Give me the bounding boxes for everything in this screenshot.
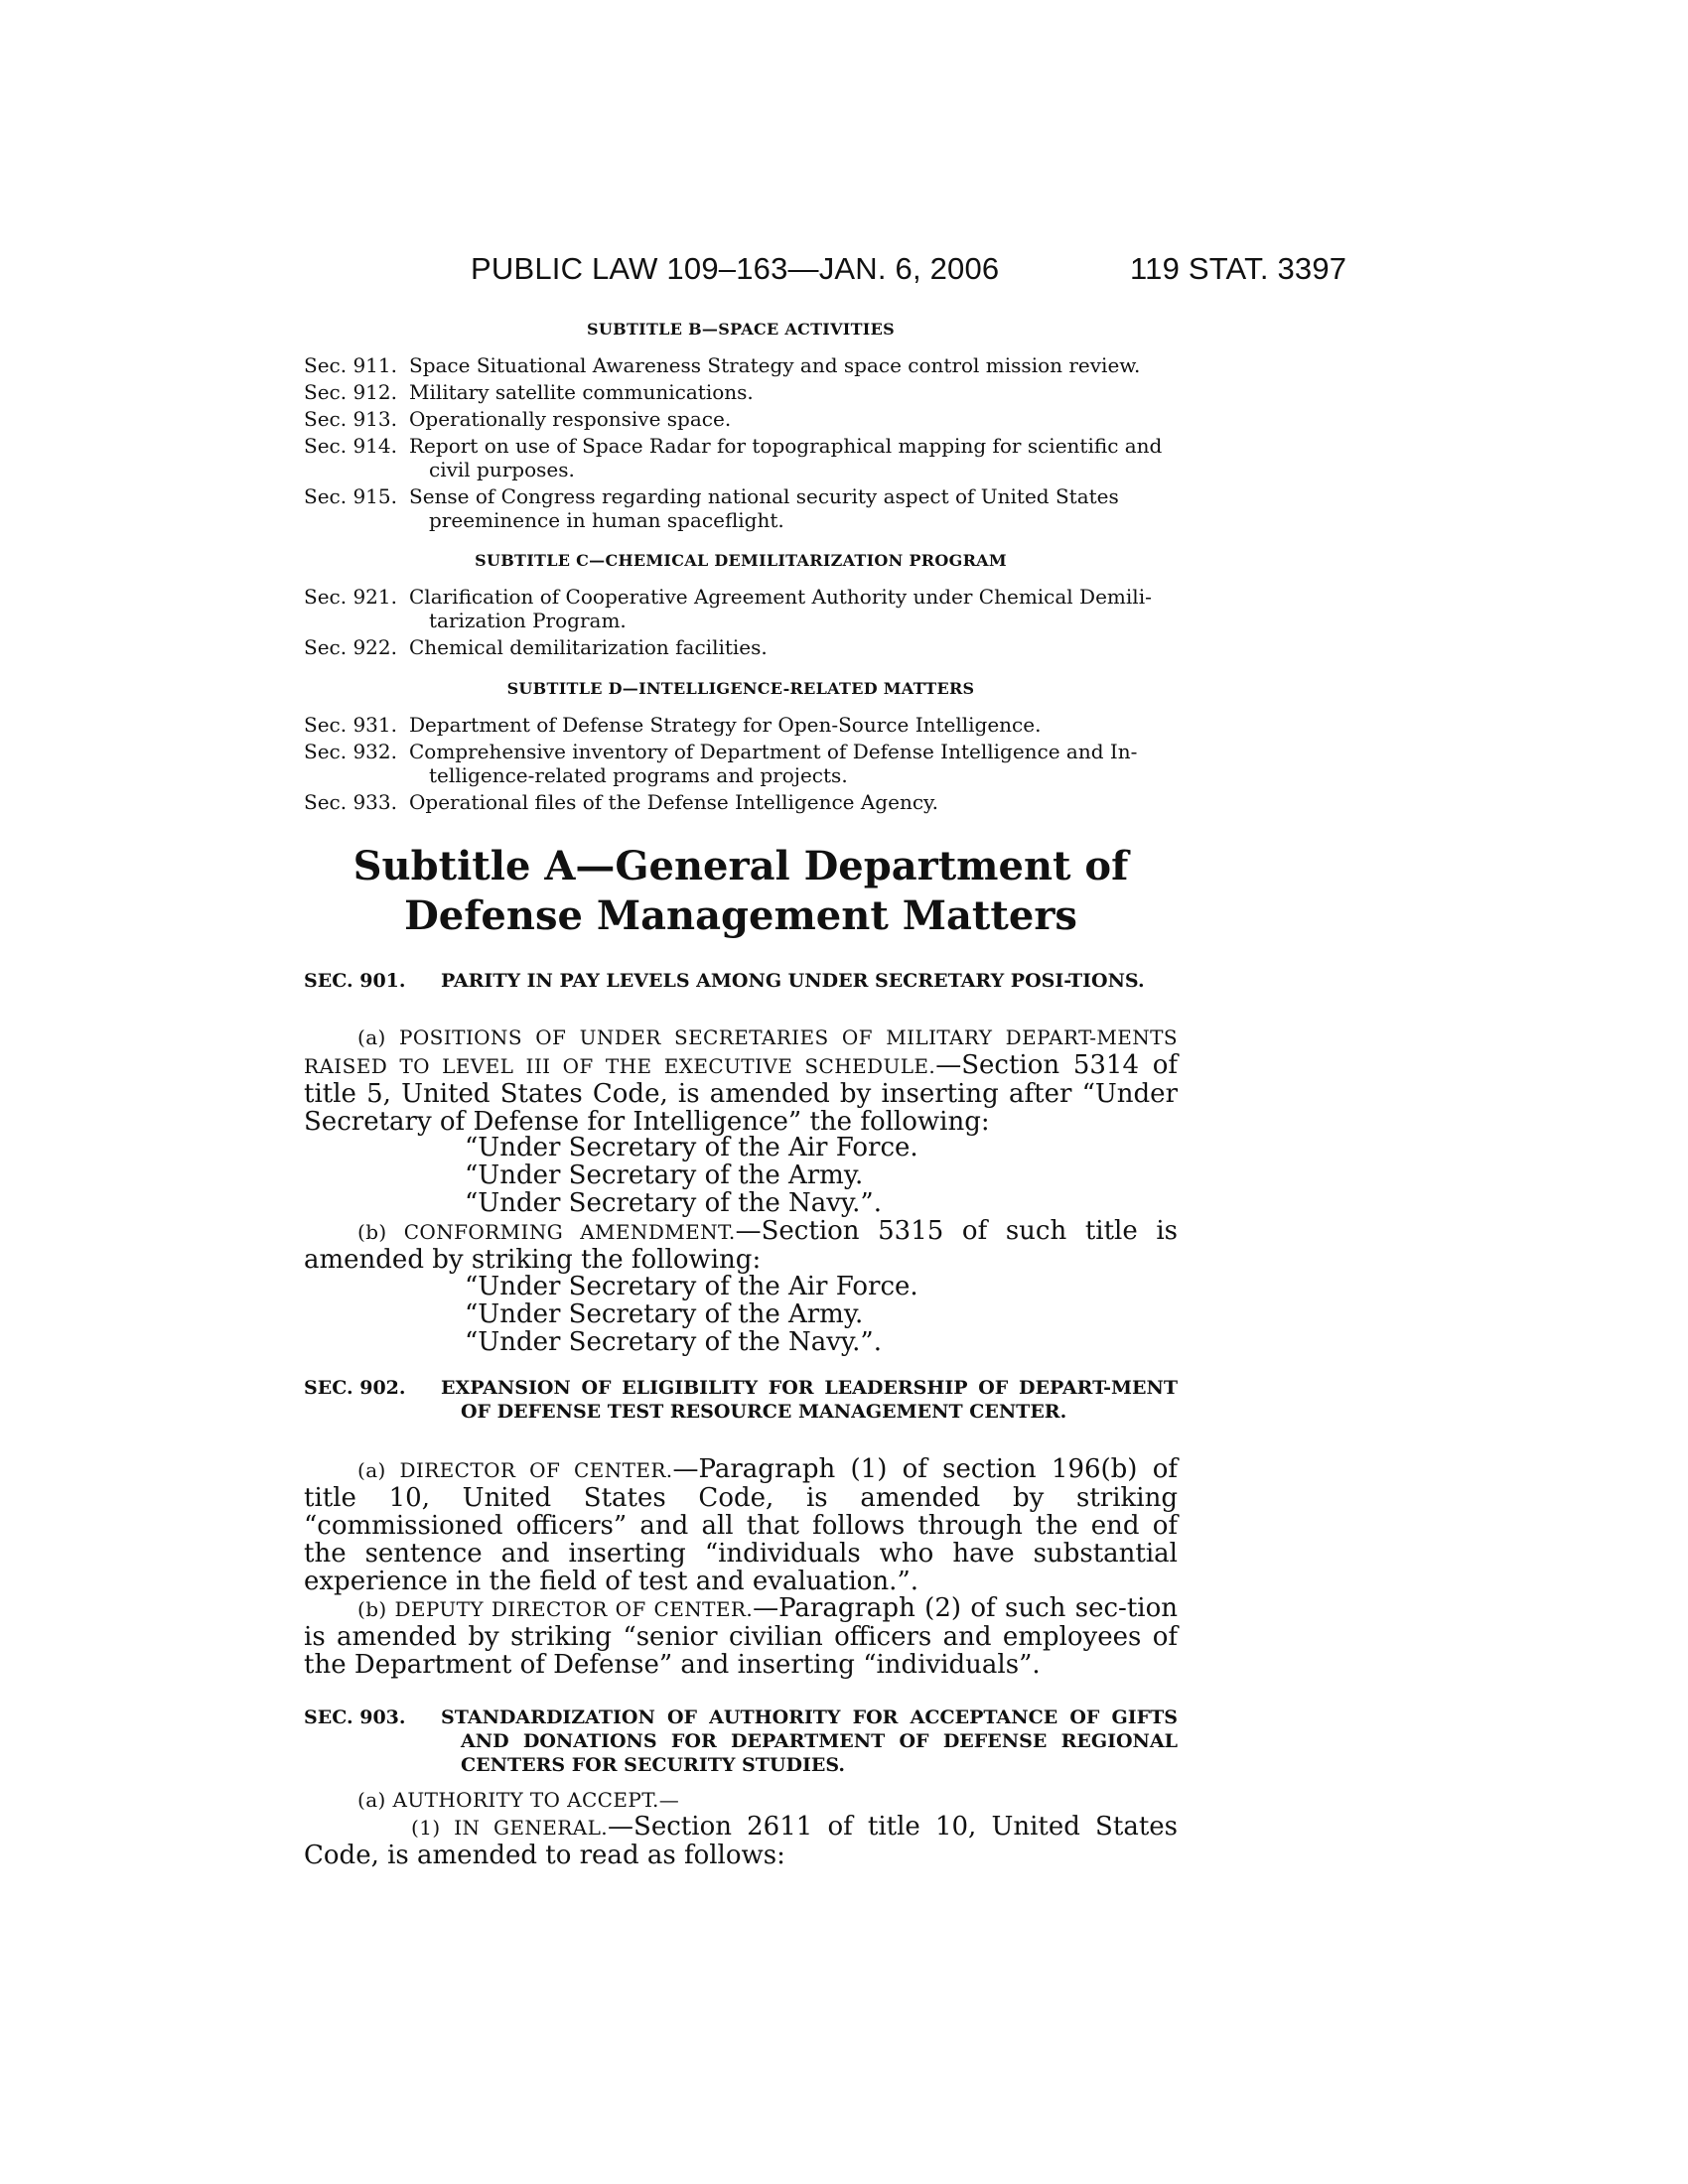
sec-903-para-1-text: —Section 2611 of title 10, United States Code, is amended to read as follows: (304, 1812, 1178, 1870)
quote-line: “Under Secretary of the Air Force. (465, 1133, 918, 1162)
sec-903-para-a-head: (a) AUTHORITY TO ACCEPT.— (357, 1788, 680, 1812)
quote-line: “Under Secretary of the Army. (465, 1160, 864, 1190)
law-title: PUBLIC LAW 109–163—JAN. 6, 2006 (471, 251, 1000, 286)
toc-entry-text: Department of Defense Strategy for Open-Source Intelligence. (409, 713, 1042, 737)
sec-902-label: SEC. 902. (304, 1377, 406, 1399)
sec-901-label: SEC. 901. (304, 970, 406, 992)
subtitle-a-line1: Subtitle A—General Department of (352, 843, 1129, 889)
toc-entry-number: Sec. 911. (304, 353, 397, 377)
sec-903-para-1 (304, 1813, 1178, 1869)
toc-entry (304, 353, 1178, 377)
sec-902-title: EXPANSION OF ELIGIBILITY FOR LEADERSHIP OF DEPART-MENT OF DEFENSE TEST RESOURCE MANAGEMENT CENTER. (441, 1377, 1178, 1423)
toc-entry-text: Operational files of the Defense Intelligence Agency. (409, 790, 939, 814)
sec-902-para-b (304, 1594, 1178, 1679)
toc-entry-text: Comprehensive inventory of Department of Defense Intelligence and In- (409, 740, 1138, 763)
quote-line: “Under Secretary of the Navy.”. (465, 1327, 882, 1357)
sec-902-para-a (304, 1455, 1178, 1595)
sec-901-title: PARITY IN PAY LEVELS AMONG UNDER SECRETARY POSI-TIONS. (441, 970, 1145, 992)
toc-entry (304, 585, 1178, 632)
toc-entry (304, 407, 1178, 431)
quote-line: “Under Secretary of the Air Force. (465, 1272, 918, 1301)
sec-903-label: SEC. 903. (304, 1706, 406, 1728)
stat-page: 119 STAT. 3397 (1130, 251, 1347, 286)
toc-entry-number: Sec. 933. (304, 790, 397, 814)
toc-subtitle-b-heading: SUBTITLE B—SPACE ACTIVITIES (587, 320, 895, 339)
sec-902-para-a-head: (a) DIRECTOR OF CENTER. (357, 1458, 673, 1482)
sec-902-heading (304, 1376, 1178, 1424)
toc-entry-number: Sec. 931. (304, 713, 397, 737)
sec-903-heading (304, 1706, 1178, 1777)
toc-entry-number: Sec. 932. (304, 740, 397, 763)
toc-entry-number: Sec. 914. (304, 434, 397, 458)
toc-entry-text: Clarification of Cooperative Agreement Authority under Chemical Demili- (409, 585, 1152, 609)
toc-entry-text: Military satellite communications. (409, 380, 754, 404)
quote-line: “Under Secretary of the Navy.”. (465, 1188, 882, 1218)
toc-entry (304, 635, 1178, 659)
toc-entry (304, 713, 1178, 737)
sec-902-para-a-text: —Paragraph (1) of section 196(b) of title 10, United States Code, is amended by striking “commissioned officers” and all that follows through the end of the sentence and inserting “individuals who have substantial experience in the field of test and evaluation.”. (304, 1454, 1178, 1596)
toc-subtitle-d-heading: SUBTITLE D—INTELLIGENCE-RELATED MATTERS (506, 679, 975, 698)
running-head (0, 251, 1688, 291)
sec-902-para-b-text: —Paragraph (2) of such sec-tion is amended by striking “senior civilian officers and employees of the Department of Defense” and inserting “individuals”. (304, 1593, 1178, 1680)
sec-901-para-a-text: —Section 5314 of title 5, United States Code, is amended by inserting after “Under Secretary of Defense for Intelligence” the following: (304, 1050, 1178, 1137)
sec-902-para-b-head: (b) DEPUTY DIRECTOR OF CENTER. (357, 1597, 754, 1621)
toc-entry (304, 740, 1178, 787)
toc-entry-text: Sense of Congress regarding national security aspect of United States (409, 484, 1119, 508)
toc-entry-text: Operationally responsive space. (409, 407, 732, 431)
toc-entry-number: Sec. 913. (304, 407, 397, 431)
toc-entry-number: Sec. 922. (304, 635, 397, 659)
toc-entry-text-cont: preeminence in human spaceflight. (429, 508, 784, 532)
sec-903-para-a (304, 1785, 1178, 1814)
toc-subtitle-c-heading: SUBTITLE C—CHEMICAL DEMILITARIZATION PROGRAM (475, 551, 1007, 570)
sec-901-para-b (304, 1217, 1178, 1274)
toc-entry-text: Chemical demilitarization facilities. (409, 635, 768, 659)
toc-entry-text-cont: telligence-related programs and projects. (429, 763, 848, 787)
toc-entry-number: Sec. 915. (304, 484, 397, 508)
toc-entry-text-cont: tarization Program. (429, 609, 627, 632)
toc-entry-text: Space Situational Awareness Strategy and space control mission review. (409, 353, 1141, 377)
sec-903-para-1-head: (1) IN GENERAL. (411, 1816, 609, 1840)
toc-entry-text-cont: civil purposes. (429, 458, 575, 481)
sec-903-title: STANDARDIZATION OF AUTHORITY FOR ACCEPTANCE OF GIFTS AND DONATIONS FOR DEPARTMENT OF DEFENSE REGIONAL CENTERS FOR SECURITY STUDIES. (441, 1706, 1178, 1776)
subtitle-a-heading (304, 842, 1178, 941)
toc-entry (304, 484, 1178, 532)
toc-entry (304, 434, 1178, 481)
toc-entry (304, 380, 1178, 404)
sec-901-para-b-head: (b) CONFORMING AMENDMENT. (357, 1220, 736, 1244)
sec-901-para-a (304, 1023, 1178, 1136)
toc-entry-number: Sec. 912. (304, 380, 397, 404)
sec-901-para-b-text: —Section 5315 of such title is amended by striking the following: (304, 1216, 1179, 1275)
subtitle-a-line2: Defense Management Matters (404, 892, 1077, 939)
toc-entry (304, 790, 1178, 814)
toc-entry-text: Report on use of Space Radar for topographical mapping for scientific and (409, 434, 1163, 458)
quote-line: “Under Secretary of the Army. (465, 1299, 864, 1329)
sec-901-para-a-head: (a) POSITIONS OF UNDER SECRETARIES OF MILITARY DEPART-MENTS RAISED TO LEVEL III OF THE EXECUTIVE SCHEDULE. (304, 1025, 1178, 1078)
toc-entry-number: Sec. 921. (304, 585, 397, 609)
sec-901-heading (304, 969, 1178, 993)
